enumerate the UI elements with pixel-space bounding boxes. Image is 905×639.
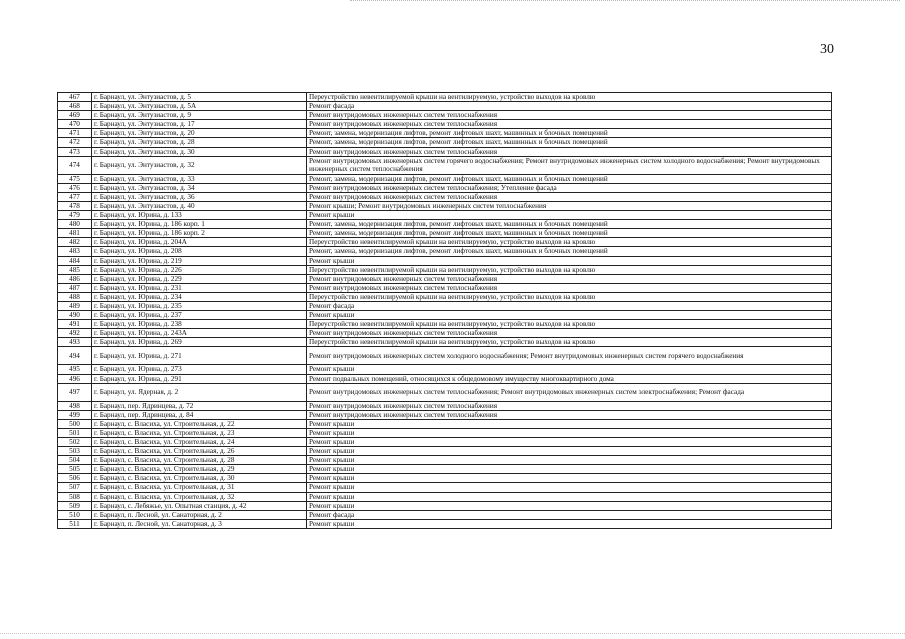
row-number-cell: 501 xyxy=(58,428,92,437)
table-row xyxy=(58,428,832,437)
works-cell: Ремонт внутридомовых инженерных систем теплоснабжения xyxy=(307,111,832,120)
row-number-cell: 506 xyxy=(58,474,92,483)
row-number-cell: 472 xyxy=(58,138,92,147)
works-cell: Ремонт внутридомовых инженерных систем теплоснабжения xyxy=(307,329,832,338)
works-cell: Ремонт внутридомовых инженерных систем теплоснабжения; Утепление фасада xyxy=(307,183,832,192)
row-number-cell: 476 xyxy=(58,183,92,192)
table-row xyxy=(58,501,832,510)
works-cell: Ремонт крыши xyxy=(307,419,832,428)
works-cell: Ремонт крыши xyxy=(307,428,832,437)
address-cell: г. Барнаул, ул. Энтузиастов, д. 30 xyxy=(92,147,307,156)
works-cell: Ремонт крыши; Ремонт внутридомовых инженерных систем теплоснабжения xyxy=(307,201,832,210)
table-row xyxy=(58,247,832,256)
row-number-cell: 486 xyxy=(58,274,92,283)
works-cell: Ремонт фасада xyxy=(307,301,832,310)
works-cell: Ремонт, замена, модернизация лифтов, ремонт лифтовых шахт, машинных и блочных помещений xyxy=(307,129,832,138)
row-number-cell: 511 xyxy=(58,519,92,528)
works-cell: Переустройство невентилируемой крыши на вентилируемую, устройство выходов на кровлю xyxy=(307,238,832,247)
works-cell: Ремонт крыши xyxy=(307,256,832,265)
row-number-cell: 499 xyxy=(58,410,92,419)
row-number-cell: 498 xyxy=(58,401,92,410)
table-row xyxy=(58,410,832,419)
works-cell: Ремонт внутридомовых инженерных систем теплоснабжения xyxy=(307,120,832,129)
works-cell: Ремонт крыши xyxy=(307,492,832,501)
address-cell: г. Барнаул, ул. Юрина, д. 273 xyxy=(92,365,307,374)
address-cell: г. Барнаул, ул. Энтузиастов, д. 17 xyxy=(92,120,307,129)
address-cell: г. Барнаул, ул. Энтузиастов, д. 20 xyxy=(92,129,307,138)
table-row xyxy=(58,238,832,247)
works-cell: Ремонт внутридомовых инженерных систем горячего водоснабжения; Ремонт внутридомовых инженерных систем холодного водоснабжения; Ремонт внутридомовых инженерных систем теплоснабжения xyxy=(307,156,832,174)
works-cell: Ремонт внутридомовых инженерных систем теплоснабжения xyxy=(307,147,832,156)
address-cell: г. Барнаул, с. Власиха, ул. Строительная, д. 32 xyxy=(92,492,307,501)
address-cell: г. Барнаул, с. Власиха, ул. Строительная, д. 31 xyxy=(92,483,307,492)
row-number-cell: 473 xyxy=(58,147,92,156)
row-number-cell: 505 xyxy=(58,465,92,474)
registry-table xyxy=(57,92,832,529)
works-cell: Ремонт крыши xyxy=(307,483,832,492)
address-cell: г. Барнаул, с. Власиха, ул. Строительная, д. 28 xyxy=(92,456,307,465)
works-cell: Ремонт крыши xyxy=(307,519,832,528)
address-cell: г. Барнаул, с. Власиха, ул. Строительная, д. 22 xyxy=(92,419,307,428)
table-row xyxy=(58,329,832,338)
address-cell: г. Барнаул, ул. Юрина, д. 208 xyxy=(92,247,307,256)
row-number-cell: 492 xyxy=(58,329,92,338)
row-number-cell: 504 xyxy=(58,456,92,465)
table-row xyxy=(58,311,832,320)
row-number-cell: 484 xyxy=(58,256,92,265)
works-cell: Ремонт, замена, модернизация лифтов, ремонт лифтовых шахт, машинных и блочных помещений xyxy=(307,174,832,183)
address-cell: г. Барнаул, ул. Юрина, д. 234 xyxy=(92,292,307,301)
address-cell: г. Барнаул, п. Лесной, ул. Санаторная, д. 3 xyxy=(92,519,307,528)
row-number-cell: 482 xyxy=(58,238,92,247)
row-number-cell: 478 xyxy=(58,201,92,210)
table-row xyxy=(58,419,832,428)
address-cell: г. Барнаул, ул. Юрина, д. 235 xyxy=(92,301,307,310)
address-cell: г. Барнаул, с. Власиха, ул. Строительная, д. 26 xyxy=(92,447,307,456)
table-row xyxy=(58,147,832,156)
address-cell: г. Барнаул, ул. Юрина, д. 226 xyxy=(92,265,307,274)
row-number-cell: 494 xyxy=(58,347,92,365)
address-cell: г. Барнаул, ул. Юрина, д. 186 корп. 1 xyxy=(92,220,307,229)
works-cell: Ремонт внутридомовых инженерных систем теплоснабжения; Ремонт внутридомовых инженерных систем электроснабжения; Ремонт фасада xyxy=(307,383,832,401)
address-cell: г. Барнаул, с. Власиха, ул. Строительная, д. 29 xyxy=(92,465,307,474)
row-number-cell: 468 xyxy=(58,102,92,111)
row-number-cell: 490 xyxy=(58,311,92,320)
works-cell: Ремонт крыши xyxy=(307,474,832,483)
works-cell: Ремонт внутридомовых инженерных систем теплоснабжения xyxy=(307,410,832,419)
works-cell: Ремонт внутридомовых инженерных систем теплоснабжения xyxy=(307,283,832,292)
table-row xyxy=(58,492,832,501)
works-cell: Ремонт крыши xyxy=(307,365,832,374)
table-row xyxy=(58,383,832,401)
row-number-cell: 475 xyxy=(58,174,92,183)
registry-table-body xyxy=(58,93,832,529)
table-row xyxy=(58,120,832,129)
table-row xyxy=(58,283,832,292)
table-row xyxy=(58,483,832,492)
address-cell: г. Барнаул, с. Власиха, ул. Строительная, д. 30 xyxy=(92,474,307,483)
scan-edge-top xyxy=(350,0,900,4)
table-row xyxy=(58,102,832,111)
table-row xyxy=(58,174,832,183)
works-cell: Ремонт крыши xyxy=(307,438,832,447)
address-cell: г. Барнаул, с. Власиха, ул. Строительная, д. 24 xyxy=(92,438,307,447)
table-row xyxy=(58,111,832,120)
row-number-cell: 483 xyxy=(58,247,92,256)
address-cell: г. Барнаул, ул. Энтузиастов, д. 32 xyxy=(92,156,307,174)
table-row xyxy=(58,365,832,374)
row-number-cell: 479 xyxy=(58,211,92,220)
table-row xyxy=(58,274,832,283)
address-cell: г. Барнаул, ул. Юрина, д. 219 xyxy=(92,256,307,265)
row-number-cell: 480 xyxy=(58,220,92,229)
row-number-cell: 500 xyxy=(58,419,92,428)
address-cell: г. Барнаул, ул. Энтузиастов, д. 40 xyxy=(92,201,307,210)
table-row xyxy=(58,220,832,229)
row-number-cell: 510 xyxy=(58,510,92,519)
table-row xyxy=(58,129,832,138)
row-number-cell: 509 xyxy=(58,501,92,510)
table-row xyxy=(58,156,832,174)
table-row xyxy=(58,256,832,265)
table-row xyxy=(58,374,832,383)
table-row xyxy=(58,229,832,238)
table-row xyxy=(58,347,832,365)
works-cell: Ремонт, замена, модернизация лифтов, ремонт лифтовых шахт, машинных и блочных помещений xyxy=(307,220,832,229)
row-number-cell: 495 xyxy=(58,365,92,374)
row-number-cell: 488 xyxy=(58,292,92,301)
address-cell: г. Барнаул, ул. Юрина, д. 291 xyxy=(92,374,307,383)
works-cell: Переустройство невентилируемой крыши на вентилируемую, устройство выходов на кровлю xyxy=(307,265,832,274)
works-cell: Ремонт, замена, модернизация лифтов, ремонт лифтовых шахт, машинных и блочных помещений xyxy=(307,247,832,256)
address-cell: г. Барнаул, ул. Юрина, д. 204А xyxy=(92,238,307,247)
address-cell: г. Барнаул, ул. Энтузиастов, д. 33 xyxy=(92,174,307,183)
row-number-cell: 497 xyxy=(58,383,92,401)
address-cell: г. Барнаул, ул. Юрина, д. 229 xyxy=(92,274,307,283)
works-cell: Ремонт подвальных помещений, относящихся к общедомовому имуществу многоквартирного дома xyxy=(307,374,832,383)
address-cell: г. Барнаул, ул. Энтузиастов, д. 36 xyxy=(92,192,307,201)
address-cell: г. Барнаул, ул. Юрина, д. 271 xyxy=(92,347,307,365)
address-cell: г. Барнаул, ул. Юрина, д. 231 xyxy=(92,283,307,292)
address-cell: г. Барнаул, ул. Энтузиастов, д. 5А xyxy=(92,102,307,111)
table-row xyxy=(58,211,832,220)
table-row xyxy=(58,301,832,310)
table-row xyxy=(58,510,832,519)
works-cell: Ремонт внутридомовых инженерных систем теплоснабжения xyxy=(307,274,832,283)
row-number-cell: 502 xyxy=(58,438,92,447)
address-cell: г. Барнаул, ул. Энтузиастов, д. 9 xyxy=(92,111,307,120)
table-row xyxy=(58,447,832,456)
row-number-cell: 469 xyxy=(58,111,92,120)
table-row xyxy=(58,456,832,465)
row-number-cell: 491 xyxy=(58,320,92,329)
works-cell: Ремонт крыши xyxy=(307,501,832,510)
row-number-cell: 481 xyxy=(58,229,92,238)
row-number-cell: 508 xyxy=(58,492,92,501)
address-cell: г. Барнаул, ул. Юрина, д. 238 xyxy=(92,320,307,329)
address-cell: г. Барнаул, ул. Энтузиастов, д. 5 xyxy=(92,93,307,102)
table-row xyxy=(58,519,832,528)
address-cell: г. Барнаул, п. Лесной, ул. Санаторная, д. 2 xyxy=(92,510,307,519)
works-cell: Ремонт фасада xyxy=(307,510,832,519)
table-row xyxy=(58,93,832,102)
row-number-cell: 474 xyxy=(58,156,92,174)
address-cell: г. Барнаул, ул. Юрина, д. 133 xyxy=(92,211,307,220)
row-number-cell: 489 xyxy=(58,301,92,310)
table-row xyxy=(58,438,832,447)
row-number-cell: 496 xyxy=(58,374,92,383)
works-cell: Ремонт внутридомовых инженерных систем холодного водоснабжения; Ремонт внутридомовых инженерных систем горячего водоснабжения xyxy=(307,347,832,365)
address-cell: г. Барнаул, ул. Юрина, д. 186 корп. 2 xyxy=(92,229,307,238)
row-number-cell: 485 xyxy=(58,265,92,274)
works-cell: Ремонт крыши xyxy=(307,311,832,320)
works-cell: Ремонт крыши xyxy=(307,211,832,220)
table-row xyxy=(58,320,832,329)
row-number-cell: 507 xyxy=(58,483,92,492)
table-row xyxy=(58,192,832,201)
address-cell: г. Барнаул, ул. Юрина, д. 269 xyxy=(92,338,307,347)
works-cell: Ремонт крыши xyxy=(307,447,832,456)
table-row xyxy=(58,465,832,474)
address-cell: г. Барнаул, ул. Энтузиастов, д. 28 xyxy=(92,138,307,147)
table-row xyxy=(58,183,832,192)
address-cell: г. Барнаул, ул. Юрина, д. 237 xyxy=(92,311,307,320)
works-cell: Ремонт внутридомовых инженерных систем теплоснабжения xyxy=(307,192,832,201)
page-number: 30 xyxy=(820,42,834,57)
table-row xyxy=(58,138,832,147)
works-cell: Ремонт внутридомовых инженерных систем теплоснабжения xyxy=(307,401,832,410)
works-cell: Ремонт крыши xyxy=(307,456,832,465)
scan-edge-bottom xyxy=(0,633,905,639)
address-cell: г. Барнаул, с. Лебяжье, ул. Опытная станция, д. 42 xyxy=(92,501,307,510)
row-number-cell: 471 xyxy=(58,129,92,138)
table-row xyxy=(58,292,832,301)
table-row xyxy=(58,474,832,483)
row-number-cell: 487 xyxy=(58,283,92,292)
row-number-cell: 503 xyxy=(58,447,92,456)
table-row xyxy=(58,338,832,347)
table-row xyxy=(58,265,832,274)
address-cell: г. Барнаул, ул. Юрина, д. 243А xyxy=(92,329,307,338)
works-cell: Ремонт фасада xyxy=(307,102,832,111)
works-cell: Переустройство невентилируемой крыши на вентилируемую, устройство выходов на кровлю xyxy=(307,93,832,102)
address-cell: г. Барнаул, пер. Ядринцева, д. 84 xyxy=(92,410,307,419)
works-cell: Переустройство невентилируемой крыши на вентилируемую, устройство выходов на кровлю xyxy=(307,338,832,347)
works-cell: Ремонт, замена, модернизация лифтов, ремонт лифтовых шахт, машинных и блочных помещений xyxy=(307,138,832,147)
works-cell: Переустройство невентилируемой крыши на вентилируемую, устройство выходов на кровлю xyxy=(307,320,832,329)
works-cell: Ремонт, замена, модернизация лифтов, ремонт лифтовых шахт, машинных и блочных помещений xyxy=(307,229,832,238)
row-number-cell: 493 xyxy=(58,338,92,347)
row-number-cell: 477 xyxy=(58,192,92,201)
works-cell: Ремонт крыши xyxy=(307,465,832,474)
address-cell: г. Барнаул, ул. Ядерная, д. 2 xyxy=(92,383,307,401)
table-row xyxy=(58,401,832,410)
address-cell: г. Барнаул, пер. Ядринцева, д. 72 xyxy=(92,401,307,410)
works-cell: Переустройство невентилируемой крыши на вентилируемую, устройство выходов на кровлю xyxy=(307,292,832,301)
table-row xyxy=(58,201,832,210)
row-number-cell: 467 xyxy=(58,93,92,102)
row-number-cell: 470 xyxy=(58,120,92,129)
address-cell: г. Барнаул, с. Власиха, ул. Строительная, д. 23 xyxy=(92,428,307,437)
address-cell: г. Барнаул, ул. Энтузиастов, д. 34 xyxy=(92,183,307,192)
